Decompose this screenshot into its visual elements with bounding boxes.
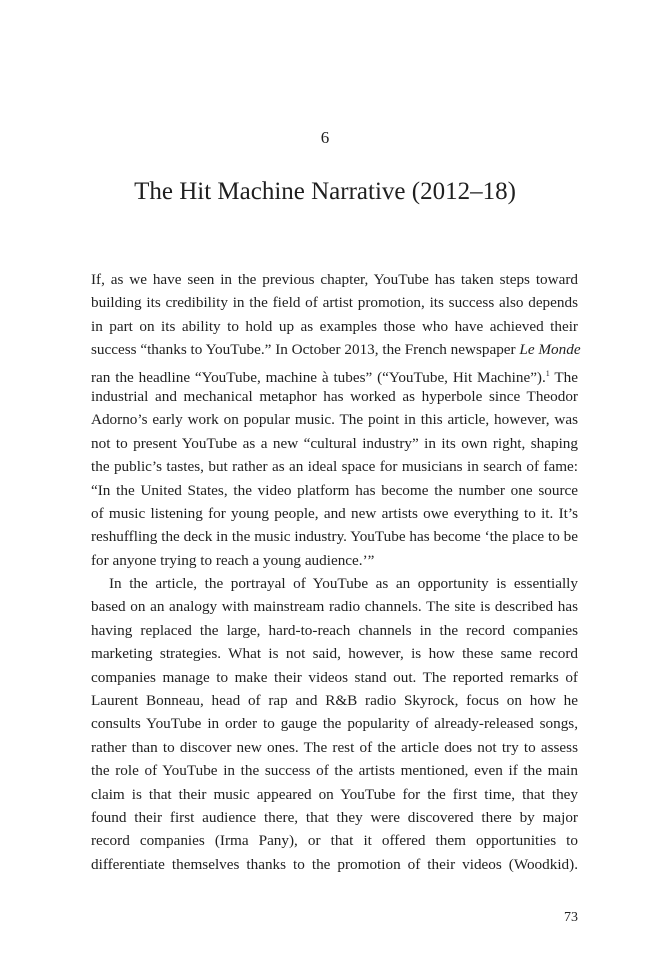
text-line: If, as we have seen in the previous chapter, YouTube has taken steps toward xyxy=(91,271,578,288)
text-line: reshuffling the deck in the music industry. YouTube has become ‘the place to be xyxy=(91,528,578,546)
page-number: 73 xyxy=(564,910,578,925)
text-segment: ran the headline “YouTube, machine à tubes” (“YouTube, Hit Machine”). xyxy=(91,368,546,386)
text-line: rather than to discover new ones. The rest of the article does not try to assess xyxy=(91,738,578,756)
text-line: “In the United States, the video platform has become the number one source xyxy=(91,481,578,499)
text-line: marketing strategies. What is not said, however, is how these same record xyxy=(91,645,578,663)
text-line: building its credibility in the field of artist promotion, its success also depends xyxy=(91,294,578,312)
text-line: claim is that their music appeared on YouTube for the first time, that they xyxy=(91,785,578,803)
text-line: in part on its ability to hold up as examples those who have achieved their xyxy=(91,317,578,335)
text-segment: The xyxy=(554,368,578,386)
text-line: of music listening for young people, and new artists owe everything to it. It’s xyxy=(91,504,578,522)
chapter-title: The Hit Machine Narrative (2012–18) xyxy=(134,178,516,205)
text-line: for anyone trying to reach a young audience.’” xyxy=(91,551,375,569)
text-line: Adorno’s early work on popular music. The point in this article, however, was xyxy=(91,411,578,429)
text-line: consults YouTube in order to gauge the popularity of already-released songs, xyxy=(91,715,578,733)
newspaper-title: Le Monde xyxy=(519,341,581,359)
text-line: industrial and mechanical metaphor has worked as hyperbole since Theodor xyxy=(91,387,578,405)
text-line: found their first audience there, that they were discovered there by major xyxy=(91,808,578,826)
text-line xyxy=(91,362,578,385)
text-line: the public’s tastes, but rather as an ideal space for musicians in search of fame: xyxy=(91,458,578,476)
text-line: In the article, the portrayal of YouTube as an opportunity is essentially xyxy=(109,575,578,593)
text-line: not to present YouTube as a new “cultural industry” in its own right, shaping xyxy=(91,434,578,452)
text-line: having replaced the large, hard-to-reach channels in the record companies xyxy=(91,621,578,639)
chapter-number: 6 xyxy=(320,128,330,147)
footnote-ref: 1 xyxy=(545,368,550,378)
text-segment: success “thanks to YouTube.” In October 2013, the French newspaper xyxy=(91,341,516,359)
text-line: Laurent Bonneau, head of rap and R&B radio Skyrock, focus on how he xyxy=(91,692,578,710)
text-line: companies manage to make their videos stand out. The reported remarks of xyxy=(91,668,578,686)
text-line: based on an analogy with mainstream radio channels. The site is described has xyxy=(91,598,578,616)
body-text xyxy=(91,268,581,876)
text-line: differentiate themselves thanks to the promotion of their videos (Woodkid). xyxy=(91,855,578,873)
text-line: the role of YouTube in the success of the artists mentioned, even if the main xyxy=(91,762,578,780)
text-line xyxy=(91,338,581,361)
text-line: record companies (Irma Pany), or that it offered them opportunities to xyxy=(91,832,578,850)
